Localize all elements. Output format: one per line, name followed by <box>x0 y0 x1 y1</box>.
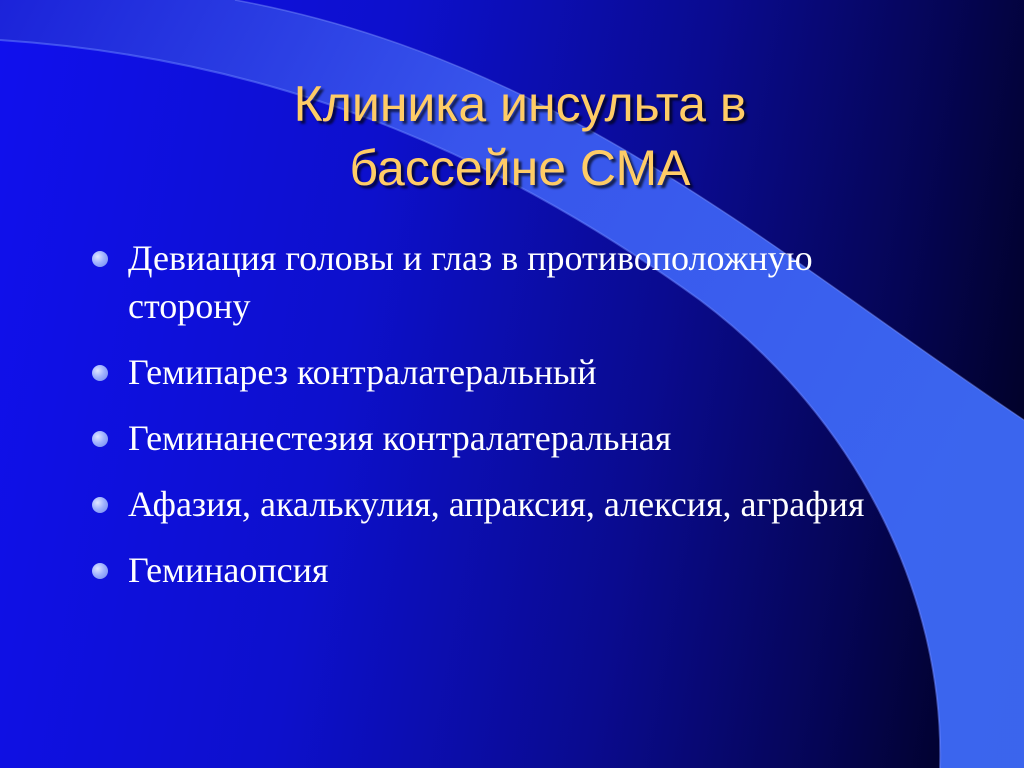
bullet-dot-icon <box>92 431 108 447</box>
title-line-2: бассейне СМА <box>349 140 691 196</box>
bullet-item <box>88 414 918 462</box>
bullet-item <box>88 348 918 396</box>
bullet-text: Афазия, акалькулия, апраксия, алексия, аграфия <box>128 484 865 524</box>
bullet-item <box>88 546 918 594</box>
bullet-text: Геминанестезия контралатеральная <box>128 418 672 458</box>
bullet-item <box>88 234 918 330</box>
bullet-text: Гемипарез контралатеральный <box>128 352 597 392</box>
bullet-list <box>88 234 918 612</box>
bullet-dot-icon <box>92 497 108 513</box>
bullet-item <box>88 480 918 528</box>
bullet-dot-icon <box>92 251 108 267</box>
slide-title <box>120 72 920 200</box>
bullet-dot-icon <box>92 365 108 381</box>
bullet-text: Геминаопсия <box>128 550 329 590</box>
bullet-text: Девиация головы и глаз в противоположную сторону <box>128 238 813 326</box>
title-line-1: Клиника инсульта в <box>293 76 747 132</box>
bullet-dot-icon <box>92 563 108 579</box>
